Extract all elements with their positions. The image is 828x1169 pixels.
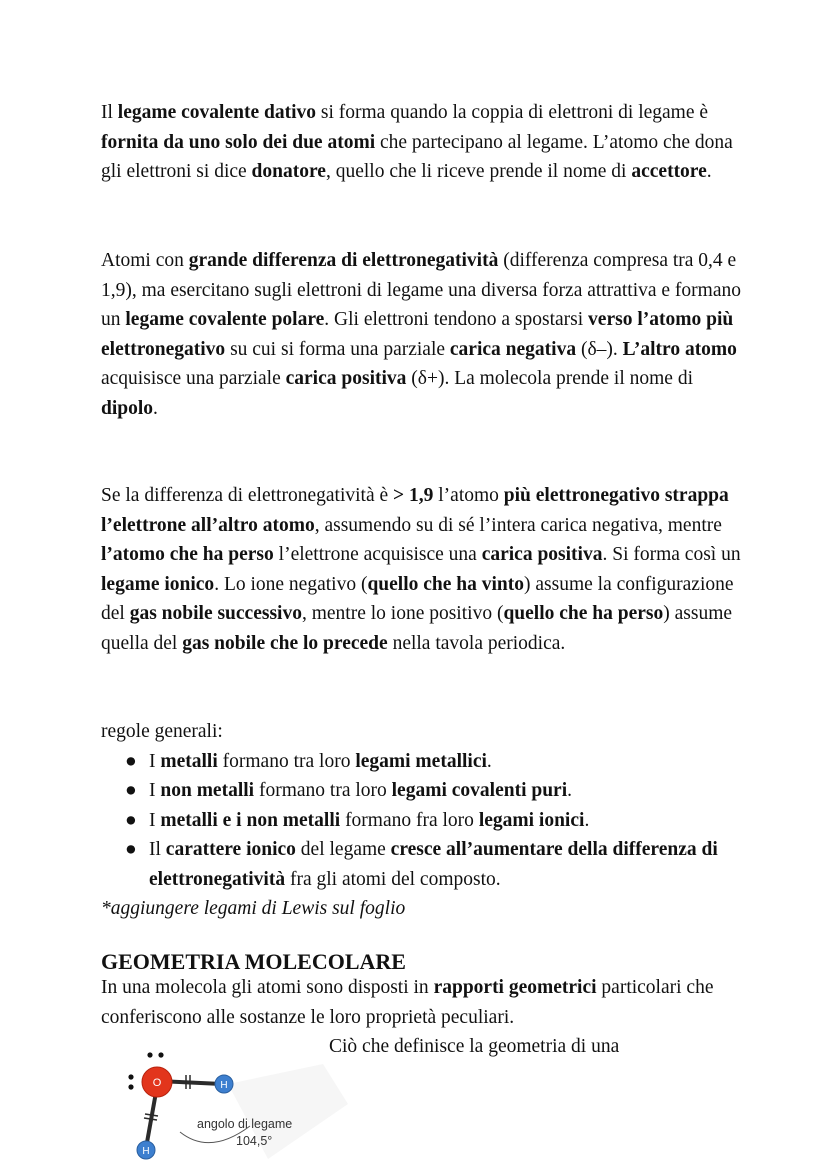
text-run: In una molecola gli atomi sono disposti in xyxy=(101,977,434,998)
bullet-icon: ● xyxy=(125,809,137,831)
bond-angle-label: angolo di legame xyxy=(197,1117,293,1131)
text-run: , quello che li riceve prende il nome di xyxy=(325,161,632,182)
text-run: (differenza compresa tra 0,4 e 1,9), ma esercitano sugli elettroni di legame una diversa forza attrattiva e formano un xyxy=(101,250,741,330)
lone-pair-dot xyxy=(158,1052,163,1057)
paragraph-text xyxy=(101,481,751,658)
text-run: , assumendo su di sé l’intera carica negativa, mentre xyxy=(314,514,722,536)
paragraph-ionic-bond xyxy=(101,481,751,658)
lone-pair-dot xyxy=(128,1084,133,1089)
bond-angle-value: 104,5° xyxy=(236,1134,273,1148)
hydrogen-symbol: H xyxy=(220,1080,228,1091)
bold-text: L’altro atomo xyxy=(622,338,737,360)
bold-text: legami ionici xyxy=(478,809,585,831)
rules-intro: regole generali: xyxy=(101,721,223,742)
bold-text: fornita da uno solo dei due atomi xyxy=(101,131,376,153)
text-run: (δ–). xyxy=(576,338,623,360)
bold-text: cresce all’aumentare della differenza di elettronegatività xyxy=(149,839,718,890)
paragraph-dative-bond xyxy=(101,98,751,187)
text-run: Il xyxy=(101,102,118,123)
text-run: del legame xyxy=(295,839,391,860)
bold-text: grande differenza di elettronegatività xyxy=(188,250,499,271)
text-run: . Si forma così un xyxy=(602,544,741,565)
bold-text: carica positiva xyxy=(285,368,407,389)
list-item-text xyxy=(149,751,492,772)
bold-text: legame ionico xyxy=(101,573,215,595)
bullet-icon: ● xyxy=(125,750,137,772)
bold-text: non metalli xyxy=(160,780,255,801)
paragraph-text xyxy=(101,98,751,187)
text-run: I xyxy=(149,750,161,772)
bold-text: legame covalente dativo xyxy=(117,102,316,123)
bullet-icon: ● xyxy=(125,780,137,801)
text-run: , mentre lo ione positivo ( xyxy=(301,603,504,624)
text-run: (δ+). La molecola prende il nome di xyxy=(406,368,693,389)
text-run: Il xyxy=(149,839,166,860)
section-heading: GEOMETRIA MOLECOLARE xyxy=(101,949,406,974)
text-run: . xyxy=(567,780,572,801)
bold-text: carattere ionico xyxy=(165,839,296,860)
bold-text: verso l’atomo più elettronegativo xyxy=(101,309,734,360)
text-run: . xyxy=(486,750,492,772)
list-item xyxy=(101,806,751,836)
bold-text: > 1,9 xyxy=(393,485,434,506)
text-run: . xyxy=(153,397,158,419)
text-run: acquisisce una parziale xyxy=(101,368,286,389)
paragraph-geometry-intro xyxy=(101,973,751,1032)
list-item-text xyxy=(149,810,589,831)
bullet-icon: ● xyxy=(125,839,137,860)
text-run: . Lo ione negativo ( xyxy=(214,573,368,595)
bold-text: gas nobile successivo xyxy=(129,603,302,624)
bond-tick xyxy=(145,1114,158,1116)
bold-text: quello che ha vinto xyxy=(367,573,524,595)
general-rules-section xyxy=(101,717,751,924)
lone-pair-dot xyxy=(147,1052,152,1057)
text-run: l’elettrone acquisisce una xyxy=(273,544,482,565)
text-run: formano tra loro xyxy=(217,750,356,772)
text-run: . Gli elettroni tendono a spostarsi xyxy=(324,309,589,330)
bold-text: donatore xyxy=(251,161,326,182)
list-item-text xyxy=(149,839,718,890)
water-molecule-figure xyxy=(118,1044,358,1169)
bold-text: legami covalenti puri xyxy=(391,780,568,801)
text-run: su cui si forma una parziale xyxy=(225,338,450,360)
text-run: ) assume la configurazione del xyxy=(101,573,734,624)
bold-text: dipolo xyxy=(101,397,154,419)
text-run: ) assume quella del xyxy=(101,603,733,654)
paragraph-text xyxy=(101,973,751,1032)
bold-text: accettore xyxy=(631,161,707,182)
text-run: Atomi con xyxy=(101,250,189,271)
list-item xyxy=(101,835,751,894)
paragraph-text xyxy=(101,246,751,423)
paragraph-polar-bond xyxy=(101,246,751,423)
text-run: nella tavola periodica. xyxy=(387,632,566,654)
bold-text: metalli xyxy=(160,750,218,772)
bold-text: legame covalente polare xyxy=(125,309,325,330)
bond-tick xyxy=(144,1118,157,1120)
oxygen-symbol: O xyxy=(152,1077,162,1089)
list-item xyxy=(101,747,751,777)
bold-text: gas nobile che lo precede xyxy=(182,632,388,654)
text-run: I xyxy=(149,780,161,801)
text-run: I xyxy=(149,809,161,831)
bold-text: più elettronegativo strappa l’elettrone all’altro atomo xyxy=(101,485,729,536)
text-run: Se la differenza di elettronegatività è xyxy=(101,485,394,506)
text-run: si forma quando la coppia di elettroni di legame è xyxy=(316,102,709,123)
list-item xyxy=(101,776,751,806)
text-run: particolari che conferiscono alle sostanze le loro proprietà peculiari. xyxy=(101,977,714,1028)
list-item-text xyxy=(149,780,572,801)
lone-pair-dot xyxy=(128,1074,133,1079)
bold-text: metalli e i non metalli xyxy=(160,809,341,831)
text-run: . xyxy=(584,809,590,831)
bold-text: quello che ha perso xyxy=(503,603,664,624)
hydrogen-symbol: H xyxy=(142,1146,150,1157)
paragraph-geometry-continued: Ciò che definisce la geometria di una xyxy=(329,1036,620,1057)
bold-text: carica positiva xyxy=(481,544,603,565)
bold-text: carica negativa xyxy=(449,338,577,360)
text-run: . xyxy=(706,161,712,182)
text-run: che partecipano al legame. L’atomo che dona gli elettroni si dice xyxy=(101,131,733,182)
bold-text: legami metallici xyxy=(355,750,487,772)
text-run: formano tra loro xyxy=(254,780,392,801)
text-run: fra gli atomi del composto. xyxy=(285,868,501,890)
bold-text: l’atomo che ha perso xyxy=(101,544,274,565)
rules-list xyxy=(101,747,751,895)
text-run: l’atomo xyxy=(433,485,504,506)
lewis-note: *aggiungere legami di Lewis sul foglio xyxy=(101,898,406,919)
text-run: formano fra loro xyxy=(340,809,479,831)
bold-text: rapporti geometrici xyxy=(433,977,597,998)
